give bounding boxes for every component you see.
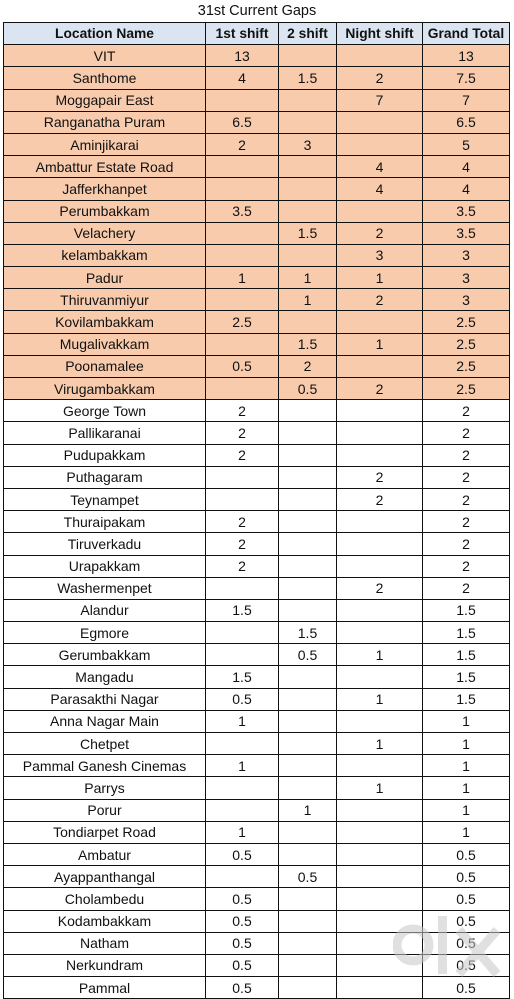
cell-2-shift: 3 [279, 133, 337, 155]
table-row [4, 222, 510, 244]
cell-2-shift [279, 888, 337, 910]
cell-grand-total: 3 [423, 267, 510, 289]
cell-location-name: Aminjikarai [4, 133, 206, 155]
cell-1st-shift: 2 [206, 444, 279, 466]
cell-location-name: Tondiarpet Road [4, 821, 206, 843]
cell-grand-total: 1 [423, 710, 510, 732]
table-row [4, 555, 510, 577]
cell-1st-shift: 0.5 [206, 932, 279, 954]
cell-grand-total: 2 [423, 488, 510, 510]
cell-2-shift [279, 111, 337, 133]
table-row [4, 666, 510, 688]
table-row [4, 843, 510, 865]
cell-2-shift [279, 577, 337, 599]
table-row [4, 511, 510, 533]
table-row [4, 355, 510, 377]
cell-2-shift [279, 977, 337, 999]
cell-night-shift [337, 511, 423, 533]
cell-night-shift [337, 755, 423, 777]
table-row [4, 488, 510, 510]
cell-1st-shift [206, 777, 279, 799]
cell-1st-shift [206, 644, 279, 666]
cell-1st-shift [206, 244, 279, 266]
table-row [4, 333, 510, 355]
cell-1st-shift: 2 [206, 511, 279, 533]
cell-1st-shift: 1 [206, 755, 279, 777]
cell-location-name: Perumbakkam [4, 200, 206, 222]
cell-grand-total: 1 [423, 799, 510, 821]
cell-location-name: Padur [4, 267, 206, 289]
table-row [4, 200, 510, 222]
cell-2-shift [279, 200, 337, 222]
table-row [4, 400, 510, 422]
cell-night-shift [337, 422, 423, 444]
table-row [4, 644, 510, 666]
cell-1st-shift [206, 178, 279, 200]
cell-1st-shift: 0.5 [206, 977, 279, 999]
cell-grand-total: 0.5 [423, 954, 510, 976]
cell-1st-shift [206, 622, 279, 644]
col-grand-total: Grand Total [423, 23, 510, 45]
cell-night-shift [337, 400, 423, 422]
cell-2-shift: 0.5 [279, 866, 337, 888]
cell-2-shift [279, 444, 337, 466]
cell-grand-total: 3.5 [423, 222, 510, 244]
cell-location-name: Parrys [4, 777, 206, 799]
cell-location-name: Puthagaram [4, 466, 206, 488]
cell-1st-shift: 2 [206, 133, 279, 155]
cell-location-name: Ambattur Estate Road [4, 156, 206, 178]
cell-grand-total: 2 [423, 577, 510, 599]
cell-grand-total: 0.5 [423, 888, 510, 910]
cell-grand-total: 2.5 [423, 333, 510, 355]
cell-grand-total: 2.5 [423, 311, 510, 333]
table-row [4, 45, 510, 67]
cell-location-name: Kovilambakkam [4, 311, 206, 333]
table-row [4, 599, 510, 621]
cell-1st-shift: 1 [206, 821, 279, 843]
cell-1st-shift: 2.5 [206, 311, 279, 333]
cell-location-name: Kodambakkam [4, 910, 206, 932]
cell-2-shift [279, 533, 337, 555]
table-row [4, 866, 510, 888]
table-row [4, 577, 510, 599]
cell-location-name: Chetpet [4, 733, 206, 755]
cell-night-shift [337, 555, 423, 577]
cell-1st-shift [206, 488, 279, 510]
cell-1st-shift [206, 222, 279, 244]
cell-2-shift [279, 488, 337, 510]
cell-location-name: Nerkundram [4, 954, 206, 976]
cell-2-shift [279, 311, 337, 333]
cell-grand-total: 0.5 [423, 866, 510, 888]
cell-grand-total: 4 [423, 178, 510, 200]
cell-night-shift: 2 [337, 466, 423, 488]
table-row [4, 289, 510, 311]
cell-night-shift [337, 866, 423, 888]
cell-night-shift: 2 [337, 67, 423, 89]
cell-grand-total: 1.5 [423, 599, 510, 621]
table-row [4, 533, 510, 555]
cell-1st-shift: 13 [206, 45, 279, 67]
cell-2-shift: 1 [279, 289, 337, 311]
cell-1st-shift: 0.5 [206, 355, 279, 377]
cell-grand-total: 2 [423, 555, 510, 577]
table-row [4, 821, 510, 843]
header-row [4, 23, 510, 45]
cell-2-shift [279, 932, 337, 954]
cell-1st-shift [206, 866, 279, 888]
cell-2-shift [279, 555, 337, 577]
cell-grand-total: 4 [423, 156, 510, 178]
cell-location-name: Pammal [4, 977, 206, 999]
cell-location-name: Thuraipakam [4, 511, 206, 533]
cell-1st-shift [206, 799, 279, 821]
sheet-title: 31st Current Gaps [197, 3, 317, 19]
cell-grand-total: 1.5 [423, 622, 510, 644]
table-row [4, 444, 510, 466]
cell-2-shift [279, 843, 337, 865]
cell-night-shift [337, 311, 423, 333]
cell-2-shift [279, 666, 337, 688]
table-row [4, 378, 510, 400]
cell-grand-total: 0.5 [423, 910, 510, 932]
cell-location-name: Anna Nagar Main [4, 710, 206, 732]
cell-grand-total: 2 [423, 422, 510, 444]
col-location-name: Location Name [4, 23, 206, 45]
cell-location-name: Alandur [4, 599, 206, 621]
table-row [4, 622, 510, 644]
cell-location-name: Jafferkhanpet [4, 178, 206, 200]
cell-grand-total: 0.5 [423, 932, 510, 954]
cell-location-name: George Town [4, 400, 206, 422]
cell-night-shift: 1 [337, 333, 423, 355]
table-row [4, 89, 510, 111]
table-row [4, 777, 510, 799]
cell-1st-shift: 0.5 [206, 954, 279, 976]
table-row [4, 111, 510, 133]
cell-grand-total: 1.5 [423, 688, 510, 710]
cell-night-shift [337, 710, 423, 732]
cell-grand-total: 1 [423, 733, 510, 755]
cell-2-shift [279, 89, 337, 111]
cell-1st-shift: 0.5 [206, 888, 279, 910]
cell-2-shift [279, 466, 337, 488]
col-2-shift: 2 shift [279, 23, 337, 45]
cell-grand-total: 5 [423, 133, 510, 155]
cell-night-shift [337, 666, 423, 688]
cell-grand-total: 1.5 [423, 644, 510, 666]
cell-2-shift: 1.5 [279, 333, 337, 355]
cell-1st-shift: 0.5 [206, 688, 279, 710]
cell-night-shift: 1 [337, 688, 423, 710]
cell-location-name: Tiruverkadu [4, 533, 206, 555]
cell-2-shift [279, 422, 337, 444]
cell-grand-total: 3 [423, 289, 510, 311]
cell-night-shift: 1 [337, 777, 423, 799]
cell-2-shift [279, 910, 337, 932]
cell-grand-total: 1 [423, 821, 510, 843]
cell-grand-total: 2 [423, 444, 510, 466]
cell-2-shift [279, 755, 337, 777]
cell-1st-shift: 1.5 [206, 599, 279, 621]
cell-location-name: Urapakkam [4, 555, 206, 577]
cell-2-shift: 1.5 [279, 622, 337, 644]
table-row [4, 311, 510, 333]
table-row [4, 178, 510, 200]
cell-location-name: Thiruvanmiyur [4, 289, 206, 311]
cell-1st-shift: 2 [206, 533, 279, 555]
cell-night-shift [337, 888, 423, 910]
cell-location-name: VIT [4, 45, 206, 67]
cell-2-shift: 1 [279, 799, 337, 821]
cell-grand-total: 6.5 [423, 111, 510, 133]
cell-location-name: Ambatur [4, 843, 206, 865]
table-row [4, 267, 510, 289]
cell-location-name: Egmore [4, 622, 206, 644]
cell-night-shift: 4 [337, 178, 423, 200]
cell-night-shift: 2 [337, 577, 423, 599]
cell-night-shift [337, 799, 423, 821]
cell-2-shift: 0.5 [279, 378, 337, 400]
cell-location-name: Santhome [4, 67, 206, 89]
cell-1st-shift [206, 289, 279, 311]
cell-location-name: Washermenpet [4, 577, 206, 599]
cell-2-shift: 1.5 [279, 222, 337, 244]
cell-night-shift [337, 821, 423, 843]
cell-2-shift [279, 511, 337, 533]
gaps-table [3, 22, 510, 999]
cell-night-shift: 3 [337, 244, 423, 266]
cell-night-shift [337, 843, 423, 865]
cell-location-name: Ranganatha Puram [4, 111, 206, 133]
cell-night-shift [337, 45, 423, 67]
cell-1st-shift: 2 [206, 422, 279, 444]
cell-night-shift [337, 200, 423, 222]
cell-night-shift [337, 133, 423, 155]
cell-2-shift [279, 710, 337, 732]
cell-grand-total: 1.5 [423, 666, 510, 688]
cell-2-shift [279, 599, 337, 621]
col-1st-shift: 1st shift [206, 23, 279, 45]
cell-night-shift: 1 [337, 267, 423, 289]
cell-grand-total: 0.5 [423, 977, 510, 999]
cell-1st-shift: 1.5 [206, 666, 279, 688]
cell-night-shift: 7 [337, 89, 423, 111]
cell-2-shift: 1 [279, 267, 337, 289]
cell-location-name: Pammal Ganesh Cinemas [4, 755, 206, 777]
cell-1st-shift: 2 [206, 555, 279, 577]
cell-night-shift: 2 [337, 488, 423, 510]
cell-night-shift [337, 444, 423, 466]
table-row [4, 133, 510, 155]
cell-night-shift [337, 622, 423, 644]
cell-1st-shift: 3.5 [206, 200, 279, 222]
cell-night-shift: 2 [337, 378, 423, 400]
cell-2-shift [279, 954, 337, 976]
cell-grand-total: 2 [423, 511, 510, 533]
cell-grand-total: 0.5 [423, 843, 510, 865]
cell-night-shift [337, 111, 423, 133]
cell-night-shift: 1 [337, 733, 423, 755]
cell-location-name: Gerumbakkam [4, 644, 206, 666]
table-row [4, 244, 510, 266]
cell-2-shift [279, 244, 337, 266]
cell-night-shift [337, 533, 423, 555]
cell-2-shift [279, 821, 337, 843]
cell-2-shift: 2 [279, 355, 337, 377]
cell-location-name: Natham [4, 932, 206, 954]
cell-grand-total: 2 [423, 466, 510, 488]
cell-night-shift [337, 355, 423, 377]
cell-1st-shift: 4 [206, 67, 279, 89]
table-row [4, 67, 510, 89]
cell-1st-shift [206, 333, 279, 355]
cell-2-shift [279, 156, 337, 178]
cell-2-shift [279, 45, 337, 67]
cell-location-name: Porur [4, 799, 206, 821]
cell-1st-shift [206, 577, 279, 599]
cell-1st-shift [206, 89, 279, 111]
cell-grand-total: 2 [423, 533, 510, 555]
col-night-shift: Night shift [337, 23, 423, 45]
cell-grand-total: 1 [423, 777, 510, 799]
table-row [4, 755, 510, 777]
cell-grand-total: 2.5 [423, 378, 510, 400]
table-row [4, 888, 510, 910]
cell-location-name: Virugambakkam [4, 378, 206, 400]
table-row [4, 422, 510, 444]
cell-location-name: Velachery [4, 222, 206, 244]
cell-1st-shift: 1 [206, 267, 279, 289]
cell-location-name: Mangadu [4, 666, 206, 688]
cell-location-name: Moggapair East [4, 89, 206, 111]
cell-grand-total: 3 [423, 244, 510, 266]
cell-night-shift: 4 [337, 156, 423, 178]
cell-2-shift [279, 688, 337, 710]
cell-2-shift: 1.5 [279, 67, 337, 89]
cell-2-shift: 0.5 [279, 644, 337, 666]
cell-grand-total: 7 [423, 89, 510, 111]
cell-location-name: Ayappanthangal [4, 866, 206, 888]
table-row [4, 688, 510, 710]
cell-1st-shift [206, 733, 279, 755]
cell-location-name: Pallikaranai [4, 422, 206, 444]
cell-location-name: Parasakthi Nagar [4, 688, 206, 710]
cell-location-name: Poonamalee [4, 355, 206, 377]
cell-1st-shift [206, 466, 279, 488]
cell-night-shift: 1 [337, 644, 423, 666]
cell-night-shift: 2 [337, 289, 423, 311]
cell-2-shift [279, 400, 337, 422]
cell-night-shift: 2 [337, 222, 423, 244]
cell-1st-shift: 0.5 [206, 910, 279, 932]
cell-grand-total: 1 [423, 755, 510, 777]
cell-grand-total: 2 [423, 400, 510, 422]
cell-location-name: Cholambedu [4, 888, 206, 910]
cell-location-name: Teynampet [4, 488, 206, 510]
cell-1st-shift: 2 [206, 400, 279, 422]
table-row [4, 799, 510, 821]
table-row [4, 156, 510, 178]
table-row [4, 466, 510, 488]
cell-2-shift [279, 777, 337, 799]
cell-location-name: kelambakkam [4, 244, 206, 266]
cell-1st-shift: 0.5 [206, 843, 279, 865]
cell-1st-shift: 1 [206, 710, 279, 732]
cell-location-name: Mugalivakkam [4, 333, 206, 355]
cell-grand-total: 13 [423, 45, 510, 67]
cell-1st-shift [206, 378, 279, 400]
cell-location-name: Pudupakkam [4, 444, 206, 466]
cell-1st-shift: 6.5 [206, 111, 279, 133]
cell-night-shift [337, 599, 423, 621]
cell-2-shift [279, 733, 337, 755]
olx-logo-icon [393, 910, 511, 980]
cell-grand-total: 7.5 [423, 67, 510, 89]
table-row [4, 733, 510, 755]
table-row [4, 710, 510, 732]
cell-2-shift [279, 178, 337, 200]
cell-grand-total: 2.5 [423, 355, 510, 377]
cell-1st-shift [206, 156, 279, 178]
cell-grand-total: 3.5 [423, 200, 510, 222]
